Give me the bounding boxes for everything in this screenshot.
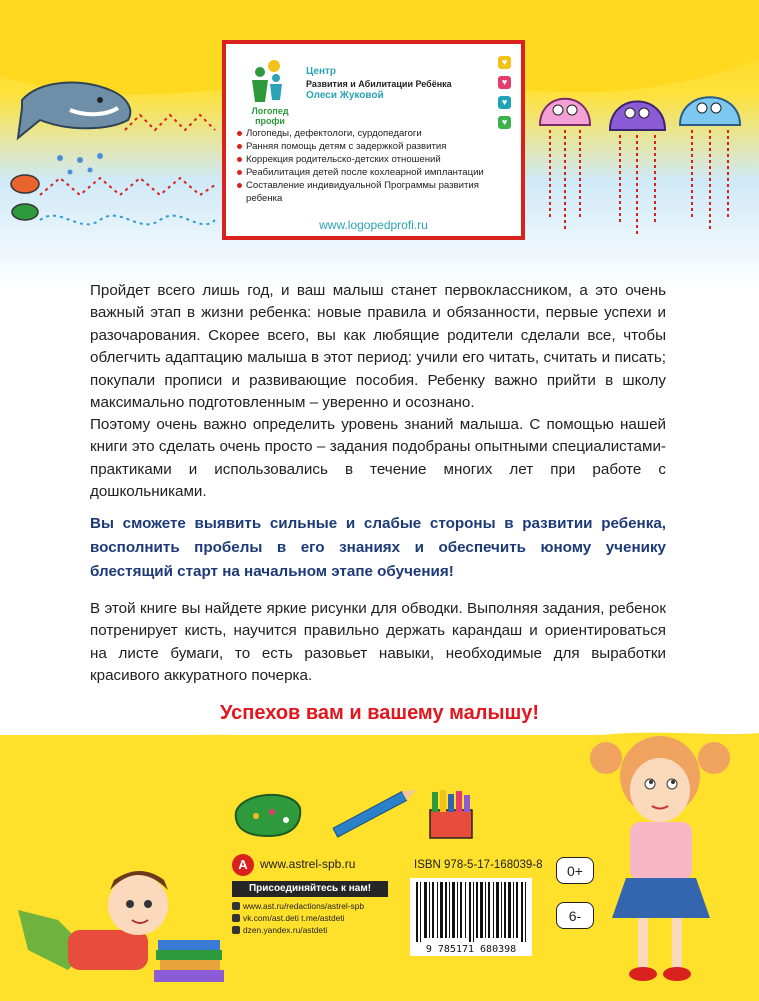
isbn-number: ISBN 978-5-17-168039-8 xyxy=(414,859,543,871)
heart-icon: ♥ xyxy=(498,56,511,69)
social-link-text: vk.com/ast.deti t.me/astdeti xyxy=(243,913,345,923)
service-item: Коррекция родительско-детских отношений xyxy=(236,153,501,166)
second-paragraph: Поэтому очень важно определить уровень знаний малыша. С помощью нашей книги это сделать очень просто – задания подобраны опытными специалистами-практиками и использовались в течение многих лет при работе с дошкольниками. xyxy=(90,416,666,501)
heart-badges xyxy=(498,56,516,136)
jellyfish-illustration xyxy=(530,80,759,240)
center-title-line-3: Олеси Жуковой xyxy=(306,90,384,101)
social-link[interactable] xyxy=(232,912,408,924)
center-title xyxy=(306,66,496,102)
heart-icon: ♥ xyxy=(498,116,511,129)
dzen-icon xyxy=(232,926,240,934)
publisher-website-link[interactable]: www.astrel-spb.ru xyxy=(260,857,356,871)
intro-paragraph: Пройдет всего лишь год, и ваш малыш станет первоклассником, а это очень важный этап в жизни ребенка: новые правила и обязанности, первые успехи и разочарования. Скорее всего, вы как любящие родители сделали все, чтобы облегчить адаптацию малыша в этот период: учили его читать, считать и писать; покупали прописи и развивающие пособия. Ребенку важно прийти в школу максимально подготовленным – уверенно и осознано. xyxy=(90,282,666,412)
services-list xyxy=(236,127,501,205)
shark-tracing-illustration xyxy=(0,60,225,250)
center-title-line-1: Центр xyxy=(306,66,337,77)
logoped-website-link[interactable]: www.logopedprofi.ru xyxy=(319,218,428,232)
globe-icon xyxy=(232,902,240,910)
service-item: Ранняя помощь детям с задержкой развития xyxy=(236,140,501,153)
heart-icon: ♥ xyxy=(498,76,511,89)
third-paragraph: В этой книге вы найдете яркие рисунки для обводки. Выполняя задания, ребенок потренирует кисть, научится правильно держать карандаш и ориентироваться на листе бумаги, то есть разовьет навыки, необходимые для выработки красивого аккуратного почерка. xyxy=(90,600,666,685)
vk-icon xyxy=(232,914,240,922)
social-link-text: www.ast.ru/redactions/astrel-spb xyxy=(243,901,365,911)
social-link[interactable] xyxy=(232,924,408,936)
school-supplies-illustration xyxy=(232,782,492,844)
highlight-paragraph: Вы сможете выявить сильные и слабые стороны в развитии ребенка, восполнить пробелы в его знаниях и обеспечить юному ученику блестящий старт на начальном этапе обучения! xyxy=(90,515,666,580)
logoped-info-card xyxy=(222,40,525,240)
join-us-banner: Присоединяйтесь к нам! xyxy=(232,881,388,897)
barcode-digits: 9 785171 680398 xyxy=(410,944,532,955)
age-rating-badge: 0+ xyxy=(556,857,594,884)
logo-name: Логопед профи xyxy=(251,106,289,126)
boy-reading-illustration xyxy=(8,850,228,990)
girl-illustration xyxy=(588,718,738,993)
barcode-bars xyxy=(410,878,532,942)
heart-icon: ♥ xyxy=(498,96,511,109)
service-item: Логопеды, дефектологи, сурдопедагоги xyxy=(236,127,501,140)
service-item: Составление индивидуальной Программы развития ребенка xyxy=(236,179,501,205)
center-title-line-2: Развития и Абилитации Ребёнка xyxy=(306,79,452,89)
astrel-logo-icon: A xyxy=(232,854,254,876)
service-item: Реабилитация детей после кохлеарной имплантации xyxy=(236,166,501,179)
social-links xyxy=(232,900,408,936)
social-link[interactable] xyxy=(232,900,408,912)
social-link-text: dzen.yandex.ru/astdeti xyxy=(243,925,328,935)
age-range-badge: 6- xyxy=(556,902,594,929)
slogan: Успехов вам и вашему малышу! xyxy=(219,702,540,724)
